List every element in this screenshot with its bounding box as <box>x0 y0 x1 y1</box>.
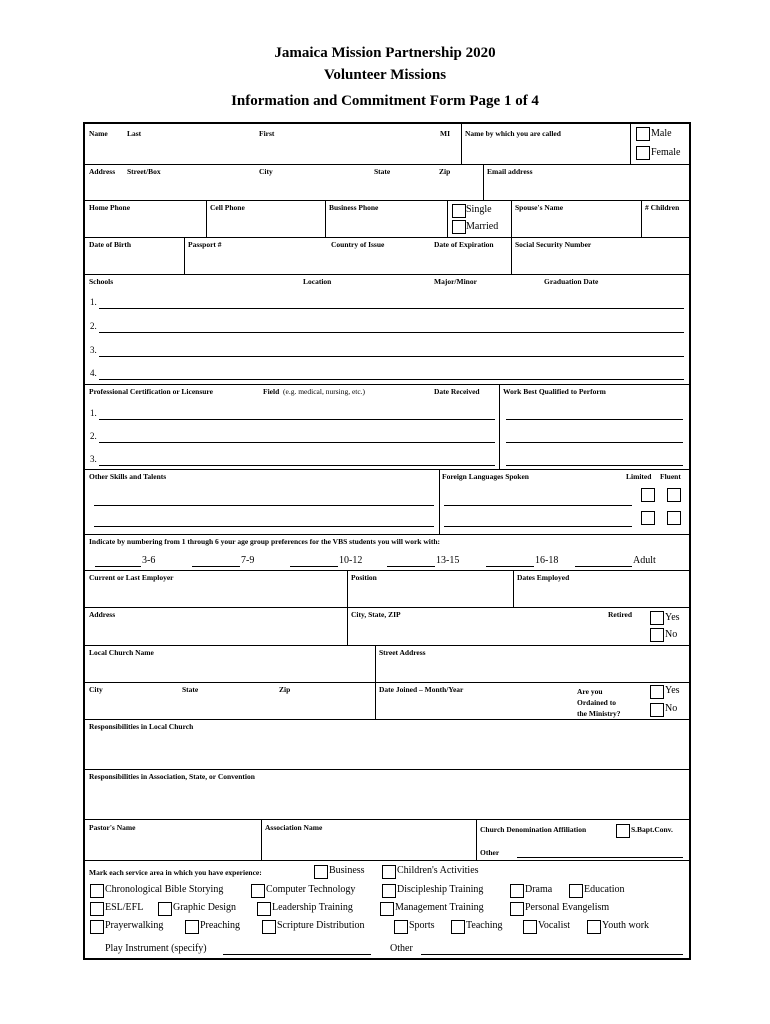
esl-label: ESL/EFL <box>105 902 144 913</box>
skills-line[interactable] <box>94 526 434 527</box>
teaching-label: Teaching <box>466 920 503 931</box>
form-subtitle: Volunteer Missions <box>323 67 447 83</box>
limited-checkbox[interactable] <box>641 511 655 525</box>
language-line[interactable] <box>444 505 632 506</box>
vbs-line[interactable] <box>387 566 435 567</box>
school-number: 4. <box>90 368 97 378</box>
drama-checkbox[interactable] <box>510 884 524 898</box>
management-checkbox[interactable] <box>380 902 394 916</box>
email-label: Email address <box>487 167 533 176</box>
ordained-no-label: No <box>665 703 678 714</box>
graphic-checkbox[interactable] <box>158 902 172 916</box>
age-group-label: Adult <box>633 555 656 566</box>
address-label: Address <box>89 167 116 176</box>
business-label: Business <box>329 865 365 876</box>
fluent-checkbox[interactable] <box>667 511 681 525</box>
vbs-line[interactable] <box>192 566 240 567</box>
qualified-line[interactable] <box>506 465 683 466</box>
sbc-checkbox[interactable] <box>616 824 630 838</box>
retired-no-checkbox[interactable] <box>650 628 664 642</box>
graphic-label: Graphic Design <box>173 902 237 913</box>
cert-line[interactable] <box>99 419 495 420</box>
dob-label: Date of Birth <box>89 240 132 249</box>
vbs-instruction: Indicate by numbering from 1 through 6 your age group preferences for the VBS students you will work with: <box>89 537 440 546</box>
esl-checkbox[interactable] <box>90 902 104 916</box>
vbs-line[interactable] <box>575 566 632 567</box>
age-group-label: 10-12 <box>339 555 363 566</box>
form-page-title: Information and Commitment Form Page 1 of 4 <box>231 93 539 109</box>
home-phone-label: Home Phone <box>89 203 131 212</box>
dates-employed-label: Dates Employed <box>517 573 570 582</box>
denomination-label: Church Denomination Affiliation <box>480 825 587 834</box>
employer-address-label: Address <box>89 610 116 619</box>
called-name-label: Name by which you are called <box>465 129 561 138</box>
cert-number: 1. <box>90 408 97 418</box>
children-label: Children's Activities <box>397 865 479 876</box>
male-checkbox[interactable] <box>636 127 650 141</box>
other-service-label: Other <box>390 943 413 954</box>
leadership-checkbox[interactable] <box>257 902 271 916</box>
ordained-yes-checkbox[interactable] <box>650 685 664 699</box>
languages-label: Foreign Languages Spoken <box>442 472 529 481</box>
chrono-label: Chronological Bible Storying <box>105 884 224 895</box>
scripture-checkbox[interactable] <box>262 920 276 934</box>
instrument-line[interactable] <box>223 954 371 955</box>
retired-label: Retired <box>608 610 633 619</box>
single-checkbox[interactable] <box>452 204 466 218</box>
married-label: Married <box>466 221 499 232</box>
youth-checkbox[interactable] <box>587 920 601 934</box>
age-group-label: 13-15 <box>436 555 460 566</box>
vbs-line[interactable] <box>290 566 338 567</box>
church-name-label: Local Church Name <box>89 648 154 657</box>
cell-phone-label: Cell Phone <box>210 203 245 212</box>
major-label: Major/Minor <box>434 277 477 286</box>
ordained-yes-label: Yes <box>665 685 680 696</box>
vocalist-checkbox[interactable] <box>523 920 537 934</box>
age-group-label: 3-6 <box>142 555 156 566</box>
prayer-label: Prayerwalking <box>105 920 164 931</box>
location-label: Location <box>303 277 332 286</box>
school-number: 2. <box>90 321 97 331</box>
female-label: Female <box>651 147 681 158</box>
church-street-label: Street Address <box>379 648 426 657</box>
city-label: City <box>259 167 273 176</box>
association-label: Association Name <box>265 823 323 832</box>
pastor-label: Pastor's Name <box>89 823 136 832</box>
middle-initial-label: MI <box>440 129 450 138</box>
language-line[interactable] <box>444 526 632 527</box>
business-phone-label: Business Phone <box>329 203 379 212</box>
limited-label: Limited <box>626 472 652 481</box>
business-checkbox[interactable] <box>314 865 328 879</box>
skills-label: Other Skills and Talents <box>89 472 167 481</box>
ordained-label-2: Ordained to <box>577 698 616 707</box>
church-zip-label: Zip <box>279 685 291 694</box>
schools-label: Schools <box>89 277 114 286</box>
sports-checkbox[interactable] <box>394 920 408 934</box>
position-label: Position <box>351 573 377 582</box>
vocalist-label: Vocalist <box>538 920 571 931</box>
ordained-label-1: Are you <box>577 687 603 696</box>
education-checkbox[interactable] <box>569 884 583 898</box>
service-instruction: Mark each service area in which you have experience: <box>89 868 262 877</box>
vbs-line[interactable] <box>95 566 141 567</box>
other-denomination-line[interactable] <box>517 857 683 858</box>
fluent-label: Fluent <box>660 472 681 481</box>
prayer-checkbox[interactable] <box>90 920 104 934</box>
scripture-label: Scripture Distribution <box>277 920 365 931</box>
leadership-label: Leadership Training <box>272 902 353 913</box>
last-name-label: Last <box>127 129 142 138</box>
drama-label: Drama <box>525 884 553 895</box>
vbs-line[interactable] <box>486 566 534 567</box>
limited-checkbox[interactable] <box>641 488 655 502</box>
computer-label: Computer Technology <box>266 884 356 895</box>
sbc-label: S.Bapt.Conv. <box>631 825 673 834</box>
certification-label: Professional Certification or Licensure <box>89 387 213 396</box>
preaching-label: Preaching <box>200 920 240 931</box>
single-label: Single <box>466 204 492 215</box>
street-label: Street/Box <box>127 167 161 176</box>
employer-label: Current or Last Employer <box>89 573 174 582</box>
ordained-label-3: the Ministry? <box>577 709 621 718</box>
chrono-checkbox[interactable] <box>90 884 104 898</box>
male-label: Male <box>651 128 672 139</box>
expiration-label: Date of Expiration <box>434 240 494 249</box>
name-label: Name <box>89 129 108 138</box>
teaching-checkbox[interactable] <box>451 920 465 934</box>
retired-yes-checkbox[interactable] <box>650 611 664 625</box>
qualified-label: Work Best Qualified to Perform <box>503 387 606 396</box>
first-name-label: First <box>259 129 275 138</box>
preaching-checkbox[interactable] <box>185 920 199 934</box>
church-city-label: City <box>89 685 103 694</box>
other-denomination-label: Other <box>480 848 500 857</box>
age-group-label: 7-9 <box>241 555 255 566</box>
cert-line[interactable] <box>99 442 495 443</box>
date-joined-label: Date Joined – Month/Year <box>379 685 464 694</box>
school-line[interactable] <box>99 332 684 333</box>
education-label: Education <box>584 884 625 895</box>
resp-local-label: Responsibilities in Local Church <box>89 722 194 731</box>
personal-checkbox[interactable] <box>510 902 524 916</box>
age-group-label: 16-18 <box>535 555 559 566</box>
fluent-checkbox[interactable] <box>667 488 681 502</box>
sports-label: Sports <box>409 920 435 931</box>
other-service-line[interactable] <box>421 954 683 955</box>
cert-number: 2. <box>90 431 97 441</box>
received-label: Date Received <box>434 387 480 396</box>
spouse-label: Spouse's Name <box>515 203 564 212</box>
school-line[interactable] <box>99 356 684 357</box>
computer-checkbox[interactable] <box>251 884 265 898</box>
youth-label: Youth work <box>602 920 650 931</box>
country-label: Country of Issue <box>331 240 385 249</box>
qualified-line[interactable] <box>506 419 683 420</box>
school-number: 1. <box>90 297 97 307</box>
married-checkbox[interactable] <box>452 220 466 234</box>
school-line[interactable] <box>99 308 684 309</box>
graduation-label: Graduation Date <box>544 277 599 286</box>
discipleship-label: Discipleship Training <box>397 884 484 895</box>
instrument-label: Play Instrument (specify) <box>105 943 207 954</box>
personal-label: Personal Evangelism <box>525 902 610 913</box>
state-label: State <box>374 167 391 176</box>
female-checkbox[interactable] <box>636 146 650 160</box>
discipleship-checkbox[interactable] <box>382 884 396 898</box>
field-hint: (e.g. medical, nursing, etc.) <box>283 387 366 396</box>
field-label: Field <box>263 387 280 396</box>
form-title: Jamaica Mission Partnership 2020 <box>274 45 496 61</box>
retired-yes-label: Yes <box>665 612 680 623</box>
zip-label: Zip <box>439 167 451 176</box>
cert-line[interactable] <box>99 465 495 466</box>
ordained-no-checkbox[interactable] <box>650 703 664 717</box>
children-checkbox[interactable] <box>382 865 396 879</box>
children-label: # Children <box>645 203 680 212</box>
employer-city-label: City, State, ZIP <box>351 610 401 619</box>
church-state-label: State <box>182 685 199 694</box>
passport-label: Passport # <box>188 240 222 249</box>
resp-assoc-label: Responsibilities in Association, State, or Convention <box>89 772 255 781</box>
retired-no-label: No <box>665 629 678 640</box>
volunteer-form <box>83 122 691 960</box>
school-line[interactable] <box>99 379 684 380</box>
school-number: 3. <box>90 345 97 355</box>
qualified-line[interactable] <box>506 442 683 443</box>
management-label: Management Training <box>395 902 484 913</box>
skills-line[interactable] <box>94 505 434 506</box>
cert-number: 3. <box>90 454 97 464</box>
ssn-label: Social Security Number <box>515 240 592 249</box>
